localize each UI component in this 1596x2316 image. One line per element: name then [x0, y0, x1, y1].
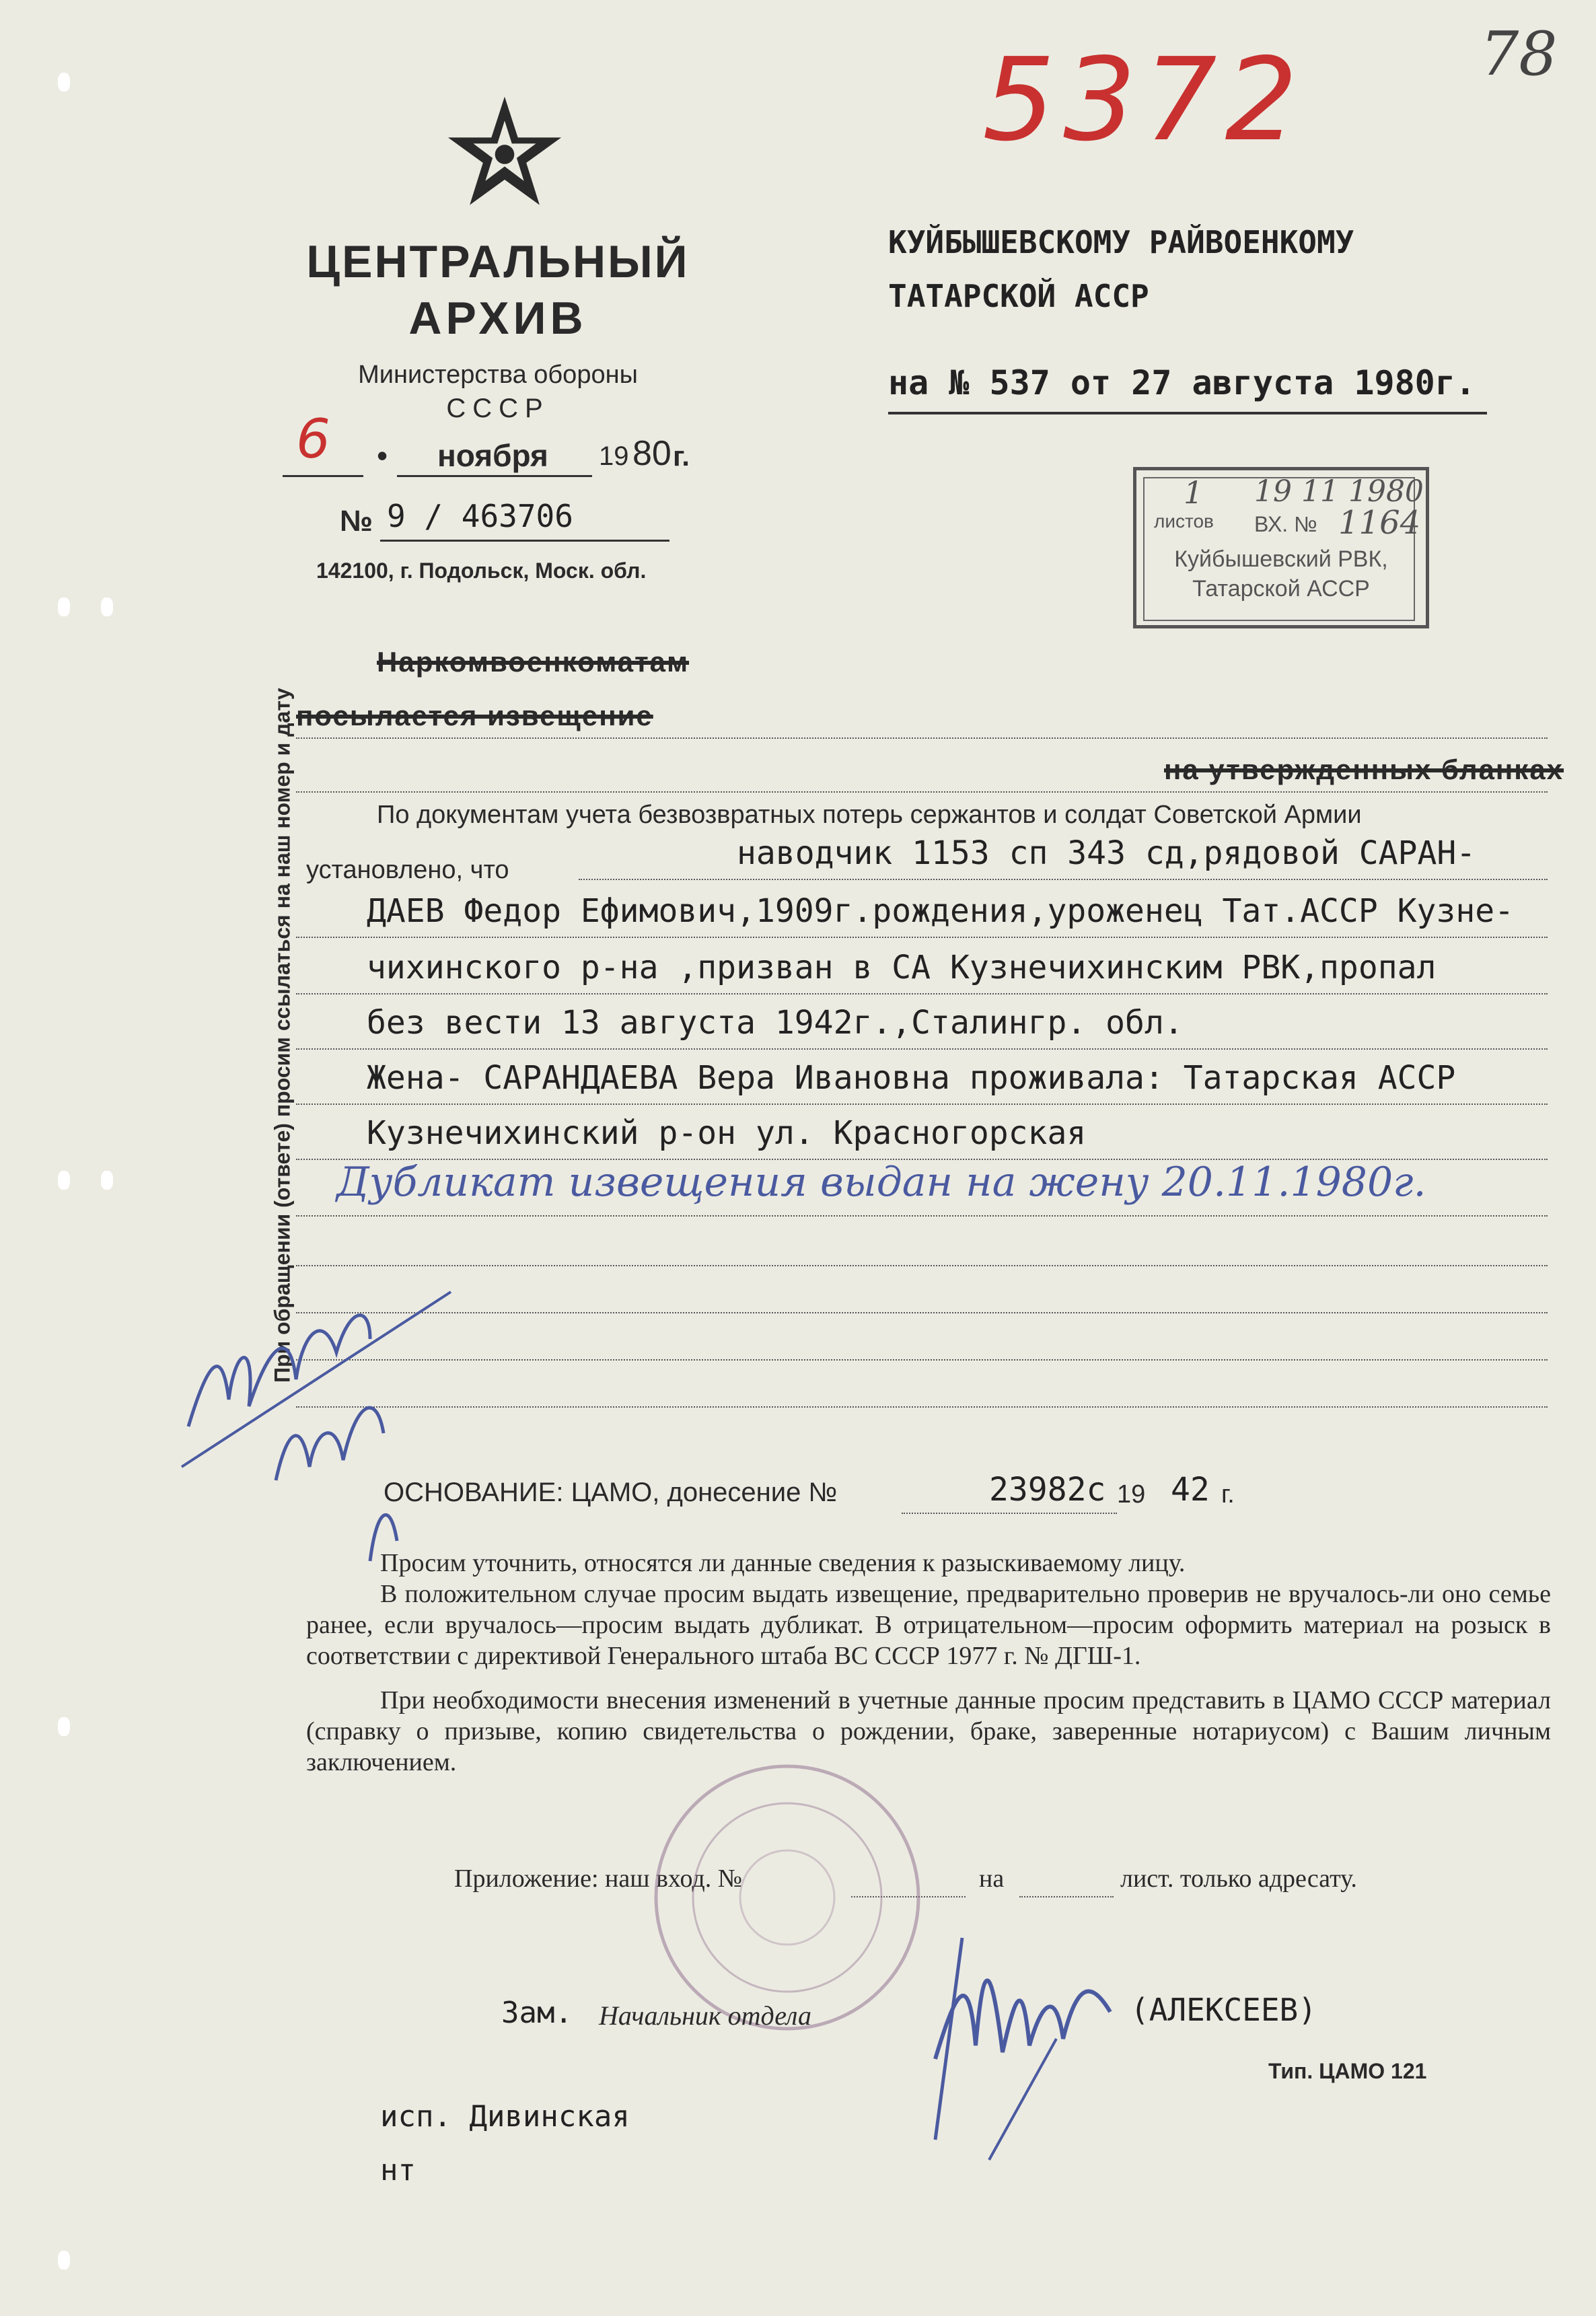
stamp-org-line2: Татарской АССР: [1192, 576, 1370, 602]
punch-hole: [58, 598, 70, 616]
struck-line: посылается извещение: [296, 700, 653, 731]
body-line: ДАЕВ Федор Ефимович,1909г.рождения,уроженец Тат.АССР Кузне-: [367, 892, 1515, 930]
basis-number: 23982с: [989, 1471, 1106, 1509]
margin-reference-note: При обращении (ответе) просим ссылаться на наш номер и дату: [270, 688, 295, 1383]
letter-number: [340, 498, 676, 538]
intro-text: По документам учета безвозвратных потерь сержантов и солдат Советской Армии: [377, 801, 1362, 829]
body-line: Жена- САРАНДАЕВА Вера Ивановна проживала: Татарская АССР: [367, 1059, 1456, 1097]
org-name-line2: АРХИВ: [408, 293, 587, 344]
punch-hole: [58, 2251, 70, 2270]
registration-number: 5372: [982, 34, 1306, 167]
ministry-label: Министерства обороны: [358, 361, 638, 389]
stamp-incoming-label: ВХ. №: [1254, 512, 1317, 536]
stamp-incoming-number: 1164: [1338, 504, 1421, 542]
paragraph: Просим уточнить, относятся ли данные сведения к разыскиваемому лицу.: [380, 1549, 1186, 1577]
print-info: Тип. ЦАМО 121: [1268, 2059, 1427, 2083]
org-header: [289, 236, 706, 424]
body-line: без вести 13 августа 1942г.,Сталингр. обл.: [367, 1004, 1184, 1042]
punch-hole: [58, 73, 70, 92]
number-prefix: №: [340, 505, 373, 538]
letter-date: 6 • ноября 19 80 г.: [283, 431, 713, 478]
executor: исп. Дивинская: [380, 2099, 630, 2134]
body-line: Кузнечихинский р-он ул. Красногорская: [367, 1114, 1087, 1152]
stamp-date: 19 11 1980: [1254, 474, 1424, 509]
instructions: [306, 1548, 1551, 1778]
date-year-suffix: 80: [632, 434, 672, 473]
basis-year: 42: [1171, 1471, 1210, 1509]
number-value: 9 / 463706: [387, 498, 573, 534]
signer-title: Начальник отдела: [599, 2000, 811, 2031]
established-text: установлено, что: [306, 856, 509, 884]
basis-year-suffix: г.: [1221, 1480, 1235, 1509]
stamp-org-line1: Куйбышевский РВК,: [1174, 546, 1388, 572]
reference-line: на № 537 от 27 августа 1980г.: [888, 363, 1476, 402]
basis-label: ОСНОВАНИЕ: ЦАМО, донесение №: [384, 1478, 838, 1507]
punch-hole: [58, 1717, 70, 1736]
stamp-sheets: 1: [1184, 474, 1204, 511]
struck-line: Наркомвоенкоматам: [377, 646, 690, 678]
star-icon: [444, 94, 565, 209]
date-month: ноября: [437, 438, 548, 473]
basis-year-prefix: 19: [1117, 1480, 1146, 1509]
date-suffix: г.: [673, 440, 690, 472]
paragraph: При необходимости внесения изменений в учетные данные просим представить в ЦАМО СССР материал (справку о призыве, копию свидетельства о рождении, браке, заверенные нотариусом) с Вашим личным заключением.: [306, 1686, 1551, 1776]
incoming-stamp: [1133, 467, 1429, 628]
body-line: чихинского р-на ,призван в СА Кузнечихинским РВК,пропал: [367, 949, 1437, 986]
punch-hole: [101, 1171, 113, 1190]
date-day: 6: [296, 408, 330, 470]
sheet-number: 78: [1480, 19, 1558, 89]
signer-title-prefix: Зам.: [501, 1996, 573, 2030]
org-name-line1: ЦЕНТРАЛЬНЫЙ: [306, 236, 690, 287]
signer-name: (АЛЕКСЕЕВ): [1130, 1992, 1317, 2028]
punch-hole: [101, 598, 113, 616]
handwritten-note: Дубликат извещения выдан на жену 20.11.1980г.: [336, 1159, 1426, 1206]
recipient: [888, 215, 1354, 323]
country-label: СССР: [446, 394, 550, 423]
recipient-line2: ТАТАРСКОЙ АССР: [888, 278, 1149, 314]
typist: нт: [380, 2153, 416, 2187]
attachment-on: на: [979, 1865, 1005, 1893]
date-year-prefix: 19: [599, 441, 629, 471]
recipient-line1: КУЙБЫШЕВСКОМУ РАЙВОЕНКОМУ: [888, 224, 1354, 260]
attachment-label: Приложение: наш вход. №: [454, 1865, 742, 1893]
struck-line: на утвержденных бланках: [1164, 754, 1564, 785]
archive-address: 142100, г. Подольск, Моск. обл.: [316, 558, 647, 583]
stamp-sheets-label: листов: [1154, 511, 1214, 532]
body-line: наводчик 1153 сп 343 сд,рядовой САРАН-: [737, 834, 1476, 872]
punch-hole: [58, 1171, 70, 1190]
paragraph: В положительном случае просим выдать извещение, предварительно проверив не вручалось-ли оно семье ранее, если вручалось—просим выдать дубликат. В отрицательном—просим оформить материал на розыск в соответствии с директивой Генерального штаба ВС СССР 1977 г. № ДГШ-1.: [306, 1580, 1551, 1670]
attachment-sheets: лист. только адресату.: [1120, 1865, 1357, 1893]
